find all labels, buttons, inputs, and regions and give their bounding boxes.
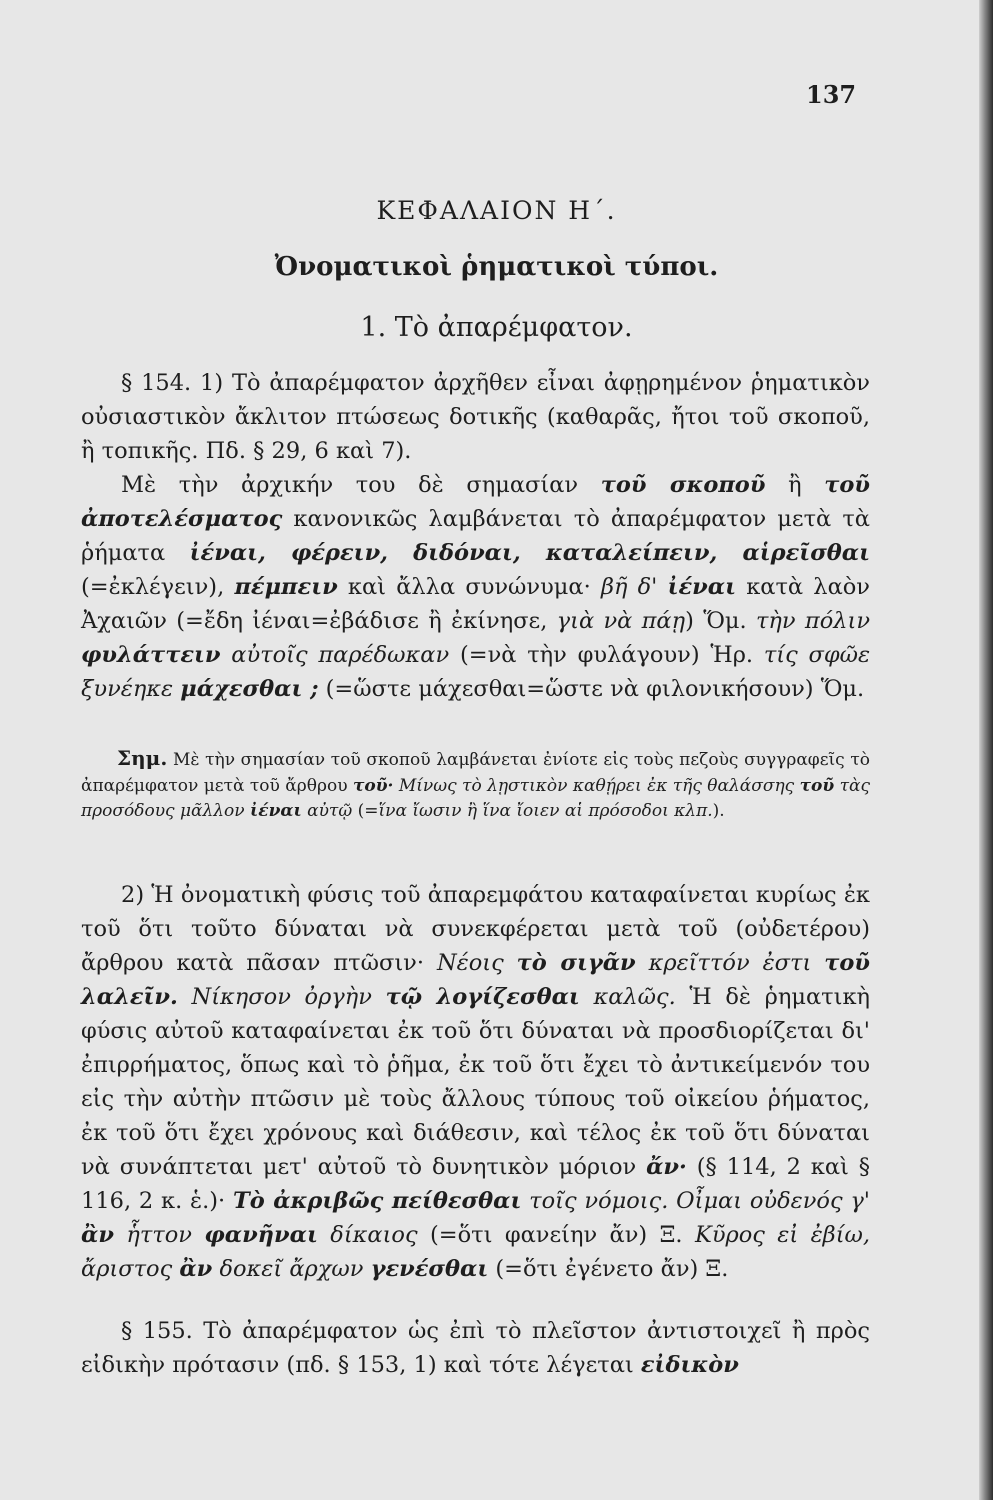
italic-quote: τίς σφῶε ξυνέηκε: [81, 642, 871, 702]
bold-term: τῷ λογίζεσθαι: [385, 984, 580, 1010]
paragraph-2: [81, 878, 870, 1286]
chapter-heading: ΚΕΦΑΛΑΙΟΝ Η΄.: [376, 196, 617, 225]
bold-term: εἰδικὸν: [640, 1352, 739, 1378]
sub-title: 1. Τὸ ἀπαρέμφατον.: [360, 312, 633, 343]
bold-term: πέμπειν: [234, 574, 338, 600]
text-run: [192, 1222, 204, 1248]
text-run: (§ 114, 2 καὶ § 116, 2 κ. ἑ.)·: [81, 1154, 870, 1214]
italic-quote: κρεῖττόν ἐστι: [648, 950, 812, 976]
paragraph-2-text: [81, 878, 870, 1286]
text-run: [580, 984, 594, 1010]
paragraph-154-text: § 154. 1) Τὸ ἀπαρέμφατον ἀρχῆθεν εἶναι ἀφῃρημένον ῥηματικὸν οὐσιαστικὸν ἄκλιτον πτώσεως δοτικῆς (καθαρᾶς, ἤτοι τοῦ σκοποῦ, ἢ τοπικῆς. Πδ. § 29, 6 καὶ 7).: [81, 370, 870, 464]
text-run: Μὲ τὴν σημασίαν τοῦ σκοποῦ λαμβάνεται ἐνίοτε εἰς τοὺς πεζοὺς συγγραφεῖς τὸ ἀπαρέμφατον μετὰ τοῦ ἄρθρου: [81, 750, 870, 796]
text-run: [114, 1222, 126, 1248]
text-run: [521, 1188, 529, 1214]
bold-term: ἄν·: [646, 1154, 687, 1180]
note-block: [81, 746, 870, 825]
italic-quote: ἧττον: [126, 1222, 192, 1248]
text-run: 2) Ἡ ὀνοματικὴ φύσις τοῦ ἀπαρεμφάτου καταφαίνεται κυρίως ἐκ τοῦ ὅτι τοῦτο δύναται νὰ συνεκφέρεται μετὰ τοῦ (οὐδετέρου) ἄρθρου κατὰ πᾶσαν πτῶσιν·: [81, 882, 870, 976]
italic-quote: τὰς προσόδους μᾶλλον: [81, 775, 870, 821]
paragraph-154-usage: [81, 468, 870, 706]
paragraph-154: [81, 366, 870, 468]
section-title: Ὀνοματικοὶ ῥηματικοὶ τύποι.: [274, 252, 719, 282]
text-run: ) Ὅμ.: [685, 608, 756, 634]
bold-term: φανῆναι: [204, 1222, 318, 1248]
text-run: [178, 984, 192, 1010]
note-text: [81, 746, 870, 825]
bold-term: ἰέναι, φέρειν, διδόναι, καταλείπειν, αἱρεῖσθαι: [189, 540, 870, 566]
text-run: [221, 642, 232, 668]
text-run: [372, 984, 386, 1010]
italic-quote: γιὰ νὰ πάῃ: [556, 608, 686, 634]
text-run: § 155. Τὸ ἀπαρέμφατον ὡς ἐπὶ τὸ πλεῖστον ἀντιστοιχεῖ ἢ πρὸς εἰδικὴν πρότασιν (πδ. § 153, 1) καὶ τότε λέγεται: [81, 1318, 870, 1378]
bold-term: μάχεσθαι ;: [180, 676, 319, 702]
italic-quote: βῆ δ': [600, 574, 658, 600]
text-run: (=ὥστε μάχεσθαι=ὥστε νὰ φιλονικήσουν) Ὅμ.: [318, 676, 865, 702]
text-run: [636, 950, 649, 976]
bold-term: ἰέναι: [250, 801, 302, 821]
italic-quote: Νίκησον ὀργὴν: [191, 984, 372, 1010]
italic-quote: αὐτῷ: [307, 801, 353, 821]
text-run: κανονικῶς λαμβάνεται τὸ ἀπαρέμφατον μετὰ τὰ ῥήματα: [81, 506, 870, 566]
paragraph-155-text: [81, 1314, 870, 1382]
text-run: ἢ: [765, 472, 825, 498]
bold-term: τοῦ ἀποτελέσματος: [81, 472, 871, 532]
text-run: [811, 950, 824, 976]
bold-term: φυλάττειν: [81, 642, 221, 668]
italic-quote: καλῶς.: [593, 984, 676, 1010]
text-run: (=ὅτι ἐγένετο ἄν) Ξ.: [488, 1256, 729, 1282]
bold-term: Τὸ ἀκριβῶς πείθεσθαι: [233, 1188, 522, 1214]
italic-quote: τὴν πόλιν: [755, 608, 870, 634]
note-label: Σημ.: [117, 746, 168, 770]
bold-term: ἰέναι: [667, 574, 736, 600]
text-run: (=ὅτι φανείην ἄν) Ξ.: [417, 1222, 696, 1248]
bold-term: ἂν: [179, 1256, 213, 1282]
bold-term: τοῦ λαλεῖν.: [81, 950, 870, 1010]
bold-term: τὸ σιγᾶν: [516, 950, 636, 976]
bold-term: τοῦ: [799, 775, 835, 796]
italic-quote: τοῖς νόμοις. Οἶμαι οὐδενός γ': [529, 1188, 870, 1214]
italic-quote: Μίνως τὸ λῃστικὸν καθῄρει ἐκ τῆς θαλάσσης: [398, 775, 795, 796]
text-run: (=ἐκλέγειν),: [81, 574, 235, 600]
text-run: [363, 1256, 370, 1282]
italic-quote: =ἵνα ἴωσιν ἢ ἵνα ἴοιεν αἱ πρόσοδοι κλπ.: [364, 801, 713, 821]
page-number: 137: [806, 80, 857, 109]
text-run: (=νὰ τὴν φυλάγουν) Ἡρ.: [449, 642, 764, 668]
bold-term: τοῦ σκοποῦ: [600, 472, 766, 498]
text-run: καὶ ἄλλα συνώνυμα·: [337, 574, 601, 600]
italic-quote: αὐτοῖς παρέδωκαν: [231, 642, 450, 668]
text-run: ).: [712, 801, 725, 821]
italic-quote: Νέοις: [436, 950, 504, 976]
bold-term: ἂν: [81, 1222, 114, 1248]
text-run: [318, 1222, 330, 1248]
paragraph-155: [81, 1314, 870, 1382]
text-run: (: [352, 801, 365, 821]
text-run: Μὲ τὴν ἀρχικήν του δὲ σημασίαν: [121, 472, 601, 498]
bold-term: τοῦ·: [352, 775, 394, 796]
bold-term: γενέσθαι: [370, 1256, 489, 1282]
italic-quote: δίκαιος: [330, 1222, 418, 1248]
text-run: [657, 574, 667, 600]
text-run: [504, 950, 517, 976]
italic-quote: δοκεῖ ἄρχων: [219, 1256, 364, 1282]
text-run: κατὰ λαὸν Ἀχαιῶν (=ἔδη ἰέναι=ἐβάδισε ἢ ἐκίνησε,: [81, 574, 870, 634]
text-run: Ἡ δὲ ῥηματικὴ φύσις αὐτοῦ καταφαίνεται ἐκ τοῦ ὅτι δύναται νὰ προσδιορίζεται δι' ἐπιρρήματος, ὅπως καὶ τὸ ῥῆμα, ἐκ τοῦ ὅτι ἔχει τὸ ἀντικείμενόν του εἰς τὴν αὐτὴν πτῶσιν μὲ τοὺς ἄλλους τύπους τοῦ οἰκείου ῥήματος, ἐκ τοῦ ὅτι ἔχει χρόνους καὶ διάθεσιν, καὶ τέλος ἐκ τοῦ ὅτι δύναται νὰ συνάπτεται μετ' αὐτοῦ τὸ δυνητικὸν μόριον: [81, 984, 870, 1180]
paragraph-154-usage-text: [81, 468, 870, 706]
page-edge-shadow: [979, 0, 993, 1500]
italic-quote: Κῦρος εἰ ἐβίω, ἄριστος: [81, 1222, 871, 1282]
